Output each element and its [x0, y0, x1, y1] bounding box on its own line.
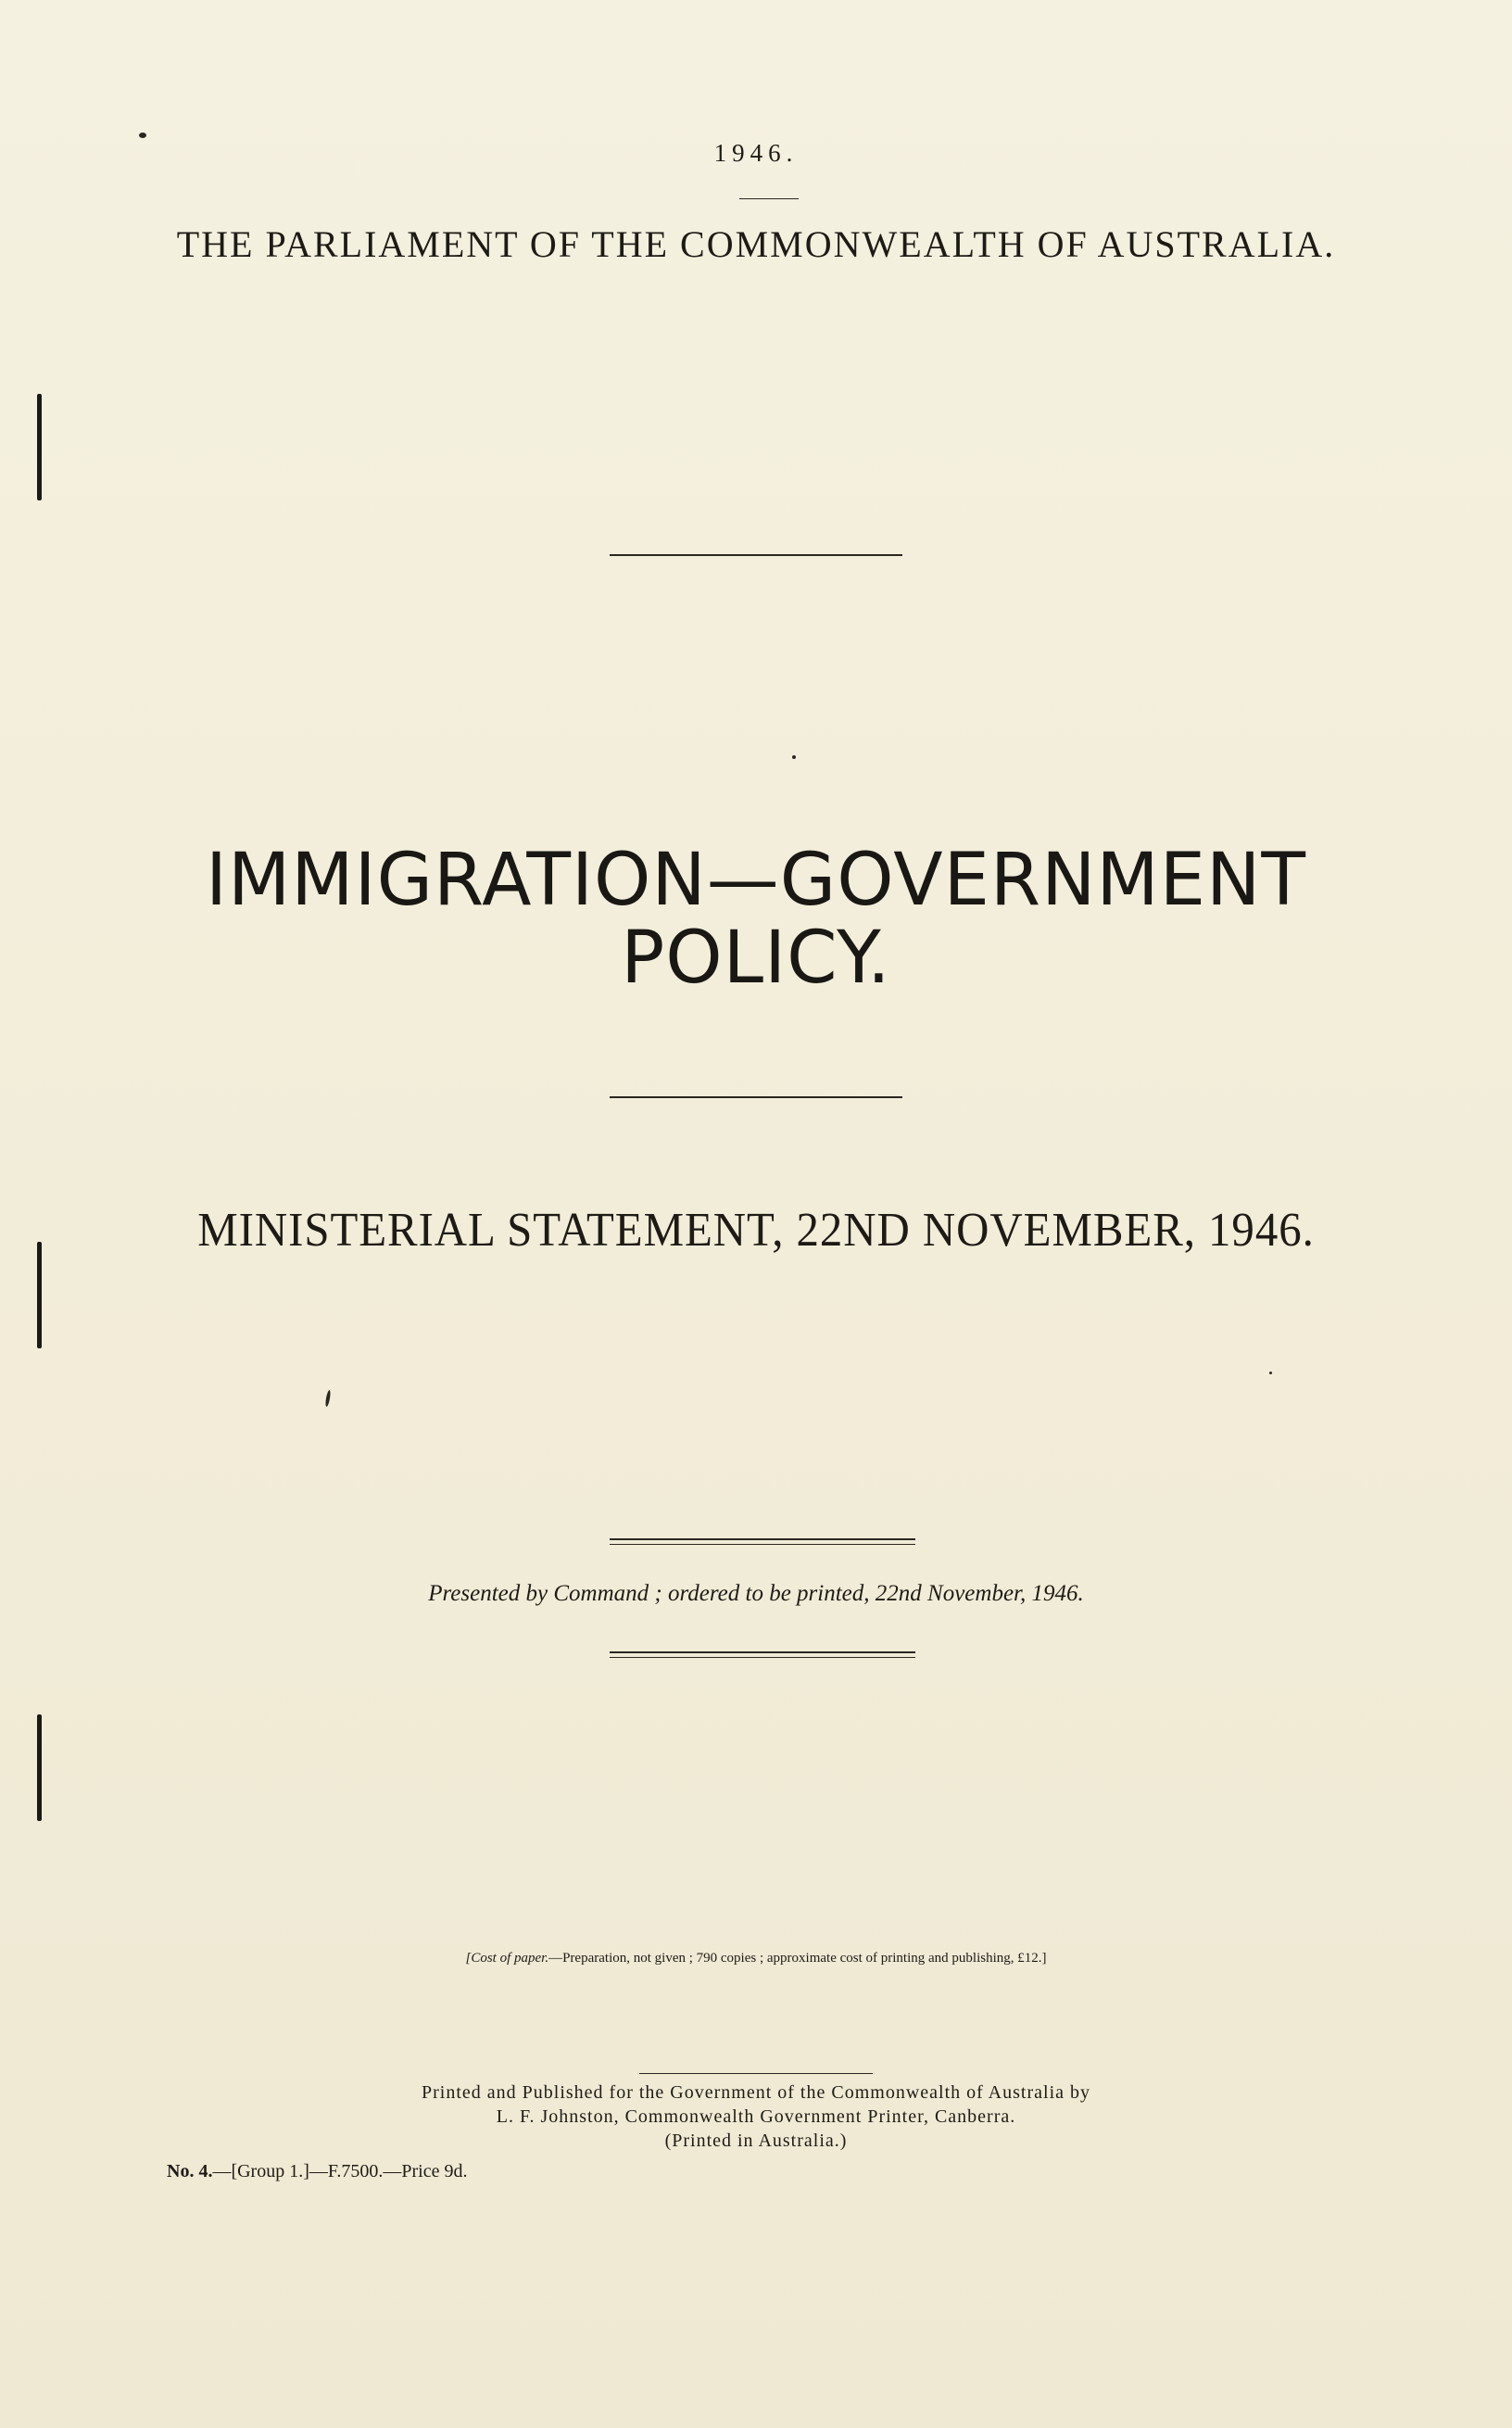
presented-by-command-note: Presented by Command ; ordered to be printed, 22nd November, 1946.	[428, 1581, 1084, 1606]
group-and-price: —[Group 1.]—F.7500.—Price 9d.	[212, 2161, 468, 2181]
title-bottom-divider	[610, 1096, 902, 1098]
cost-of-paper-note	[0, 1951, 1512, 1966]
catalogue-number	[167, 2161, 468, 2182]
title-line-1: IMMIGRATION—GOVERNMENT	[205, 839, 1306, 922]
printer-line-1: Printed and Published for the Government of the Commonwealth of Australia by	[422, 2082, 1090, 2103]
ink-speck	[324, 1390, 331, 1407]
presented-bottom-divider	[610, 1651, 915, 1653]
printer-divider	[639, 2073, 873, 2074]
parliament-heading: THE PARLIAMENT OF THE COMMONWEALTH OF AUSTRALIA.	[176, 223, 1336, 265]
title-top-divider	[610, 554, 902, 556]
title-line-2: POLICY.	[621, 917, 891, 1000]
printer-imprint	[0, 2080, 1512, 2153]
ink-speck	[139, 133, 146, 138]
cost-text: —Preparation, not given ; 790 copies ; approximate cost of printing and publishing, £12.]	[548, 1951, 1047, 1966]
ink-speck	[792, 755, 796, 759]
year-divider	[739, 198, 799, 199]
binding-staple-mark	[37, 1714, 42, 1821]
cost-label: [Cost of paper.	[465, 1951, 549, 1966]
ink-speck	[1269, 1372, 1272, 1374]
paper-number: No. 4.	[167, 2161, 213, 2181]
binding-staple-mark	[37, 394, 42, 500]
presented-top-divider	[610, 1538, 915, 1540]
ministerial-statement-heading: MINISTERIAL STATEMENT, 22ND NOVEMBER, 1946.	[197, 1204, 1315, 1257]
presented-top-divider-2	[610, 1544, 915, 1545]
printer-line-3: (Printed in Australia.)	[664, 2131, 848, 2151]
printer-line-2: L. F. Johnston, Commonwealth Government Printer, Canberra.	[496, 2106, 1016, 2127]
document-title	[0, 839, 1512, 1000]
binding-staple-mark	[37, 1242, 42, 1348]
presented-bottom-divider-2	[610, 1657, 915, 1658]
publication-year: 1946.	[713, 139, 799, 167]
